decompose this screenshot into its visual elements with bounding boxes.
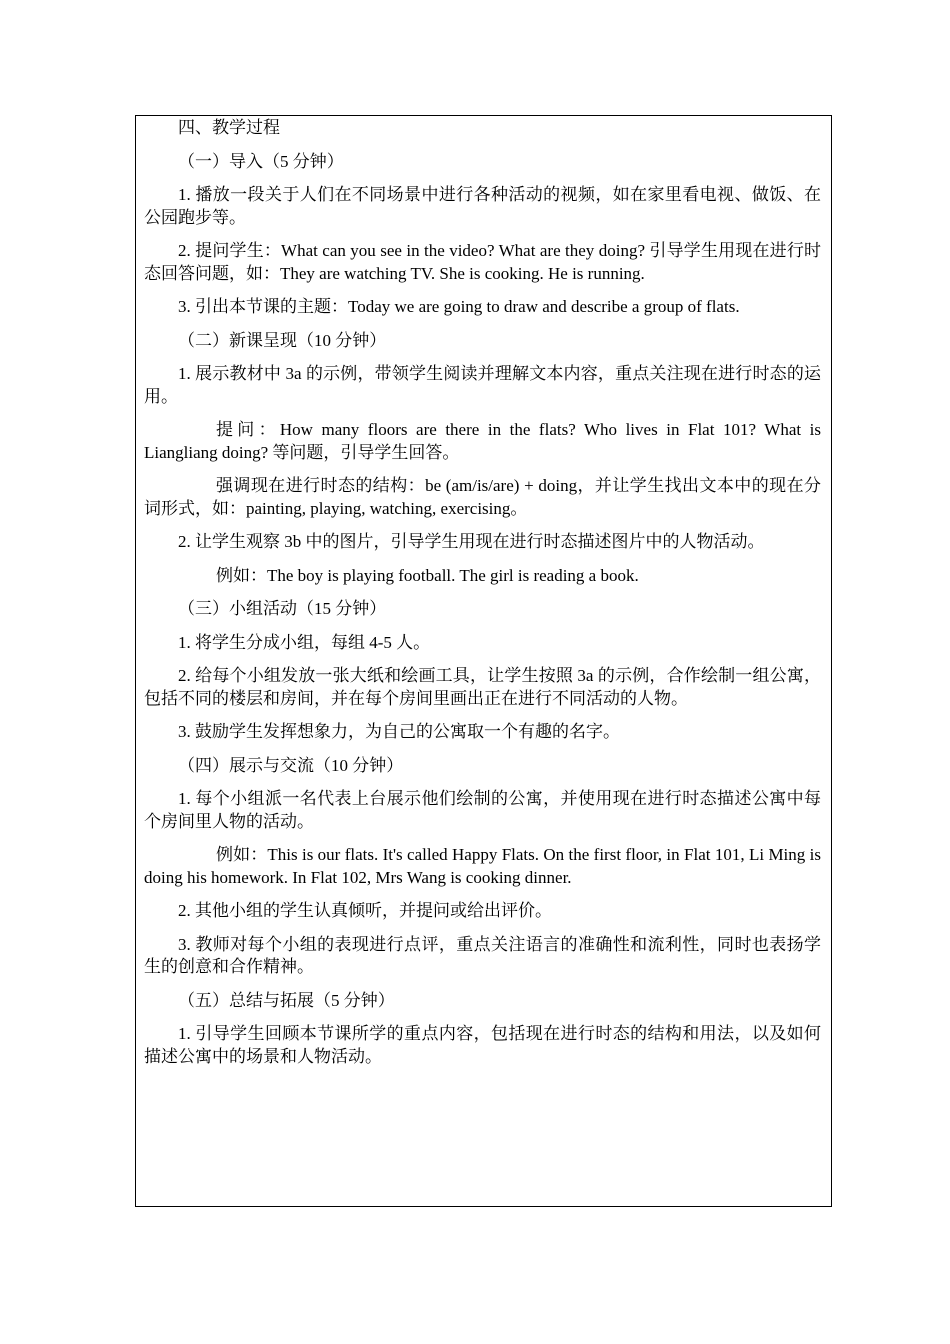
paragraph: 2. 其他小组的学生认真倾听，并提问或给出评价。 [178, 901, 552, 920]
paragraph: 1. 展示教材中 3a 的示例，带领学生阅读并理解文本内容，重点关注现在进行时态的运用。 [144, 364, 821, 406]
paragraph: 3. 教师对每个小组的表现进行点评，重点关注语言的准确性和流利性，同时也表扬学生的创意和合作精神。 [144, 934, 821, 976]
section-title-intro: （一）导入（5 分钟） [178, 151, 344, 171]
paragraph: 例如：The boy is playing football. The girl is reading a book. [216, 565, 639, 585]
section-title-summary: （五）总结与拓展（5 分钟） [178, 990, 395, 1010]
paragraph: 3. 引出本节课的主题：Today we are going to draw and describe a group of flats. [178, 297, 740, 316]
paragraph: 1. 播放一段关于人们在不同场景中进行各种活动的视频，如在家里看电视、做饭、在公园跑步等。 [144, 185, 821, 227]
paragraph: 1. 每个小组派一名代表上台展示他们绘制的公寓，并使用现在进行时态描述公寓中每个房间里人物的活动。 [144, 789, 821, 831]
paragraph: 强调现在进行时态的结构：be (am/is/are) + doing，并让学生找出文本中的现在分词形式，如：painting, playing, watching, exercising。 [144, 476, 821, 518]
paragraph: 例如：This is our flats. It's called Happy Flats. On the first floor, in Flat 101, Li Ming is doing his homework. In Flat 102, Mrs Wang is cooking dinner. [144, 845, 821, 887]
paragraph: 1. 引导学生回顾本节课所学的重点内容，包括现在进行时态的结构和用法，以及如何描述公寓中的场景和人物活动。 [144, 1024, 821, 1066]
lesson-procedure [144, 117, 821, 1068]
paragraph: 2. 提问学生：What can you see in the video? What are they doing? 引导学生用现在进行时态回答问题，如：They are watching TV. She is cooking. He is running. [144, 241, 821, 283]
section-title-group-activity: （三）小组活动（15 分钟） [178, 599, 387, 618]
paragraph: 2. 让学生观察 3b 中的图片，引导学生用现在进行时态描述图片中的人物活动。 [178, 532, 765, 551]
section-title-presentation-exchange: （四）展示与交流（10 分钟） [178, 755, 404, 775]
paragraph: 提问：How many floors are there in the flats? Who lives in Flat 101? What is Liangliang doing? 等问题，引导学生回答。 [144, 420, 821, 462]
section-title-presentation: （二）新课呈现（10 分钟） [178, 330, 387, 350]
paragraph: 1. 将学生分成小组，每组 4-5 人。 [178, 632, 431, 652]
section-heading: 四、教学过程 [178, 118, 280, 137]
paragraph: 3. 鼓励学生发挥想象力，为自己的公寓取一个有趣的名字。 [178, 722, 620, 741]
paragraph: 2. 给每个小组发放一张大纸和绘画工具，让学生按照 3a 的示例，合作绘制一组公寓，包括不同的楼层和房间，并在每个房间里画出正在进行不同活动的人物。 [144, 666, 821, 708]
